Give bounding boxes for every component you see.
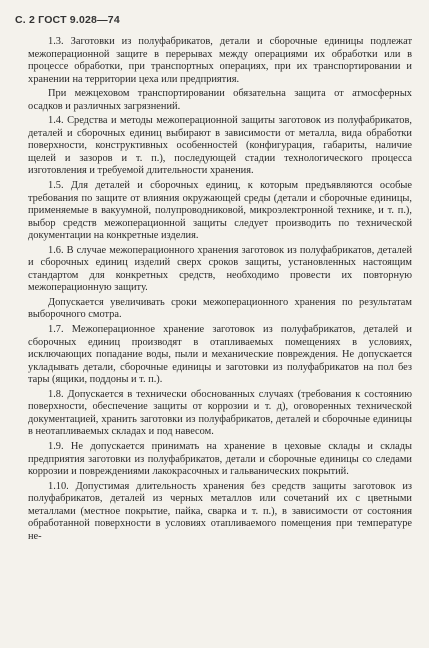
paragraph-1-7: 1.7. Межоперационное хранение заготовок из полуфабрикатов, деталей и сборочных единиц производят в отапливаемых помещениях в условиях, исключающих попадание воды, пыли и механические повреждения. Не допускается укладывать детали, сборочные единицы и заготовки из полуфабрикатов на пол без тары (ящики, поддоны и т. п.).: [28, 324, 412, 386]
paragraph-1-4: 1.4. Средства и методы межоперационной защиты заготовок из полуфабрикатов, деталей и сборочных единиц выбирают в зависимости от металла, вида обработки поверхности, конструктивных особенностей (конфигурация, габариты, наличие щелей и зазоров и т. п.), последующей стадии технологического процесса изготовления и требуемой длительности хранения.: [28, 115, 412, 177]
paragraph-1-9: 1.9. Не допускается принимать на хранение в цеховые склады и склады предприятия заготовки из полуфабрикатов, детали и сборочные единицы со следами коррозии и повреждениями лакокрасочных и гальванических покрытий.: [28, 440, 412, 478]
paragraph-storage-extension: Допускается увеличивать сроки межоперационного хранения по результатам выборочного смотра.: [28, 296, 412, 321]
paragraph-1-3: 1.3. Заготовки из полуфабрикатов, детали и сборочные единицы подлежат межоперационной защите в перерывах между операциями их обработки или в процессе обработки, при транспортных операциях, при их транспортировании и хранении на территории цеха или предприятия.: [28, 36, 412, 85]
page-header: С. 2 ГОСТ 9.028—74: [15, 14, 120, 26]
paragraph-1-10: 1.10. Допустимая длительность хранения без средств защиты заготовок из полуфабрикатов, деталей из черных металлов или сочетаний их с цветными металлами (местное покрытие, пайка, сварка и т. п.), в зависимости от состояния обработанной поверхности в условиях отапливаемого помещения при температуре не-: [28, 480, 412, 542]
paragraph-1-5: 1.5. Для деталей и сборочных единиц, к которым предъявляются особые требования по защите от влияния окружающей среды (детали и сборочные единицы, применяемые в вакуумной, полупроводниковой, микроэлектронной технике, и т. п.), выбор средств межоперационной защиты следует производить по технической документации на конкретные изделия.: [28, 180, 412, 242]
paragraph-1-6: 1.6. В случае межоперационного хранения заготовок из полуфабрикатов, деталей и сборочных единиц изделий сверх сроков защиты, установленных настоящим стандартом для конкретных средств, необходимо провести их повторную межоперационную защиту.: [28, 244, 412, 294]
paragraph-interdepartmental-transport: При межцеховом транспортировании обязательна защита от атмосферных осадков и различных загрязнений.: [28, 88, 412, 112]
paragraph-1-8: 1.8. Допускается в технически обоснованных случаях (требования к состоянию поверхности, обеспечение защиты от коррозии и т. д), оговоренных технической документацией, хранить заготовки из полуфабрикатов, деталей и сборочные единицы в неотапливаемых складах и под навесом.: [28, 388, 412, 438]
document-body: [28, 36, 412, 545]
